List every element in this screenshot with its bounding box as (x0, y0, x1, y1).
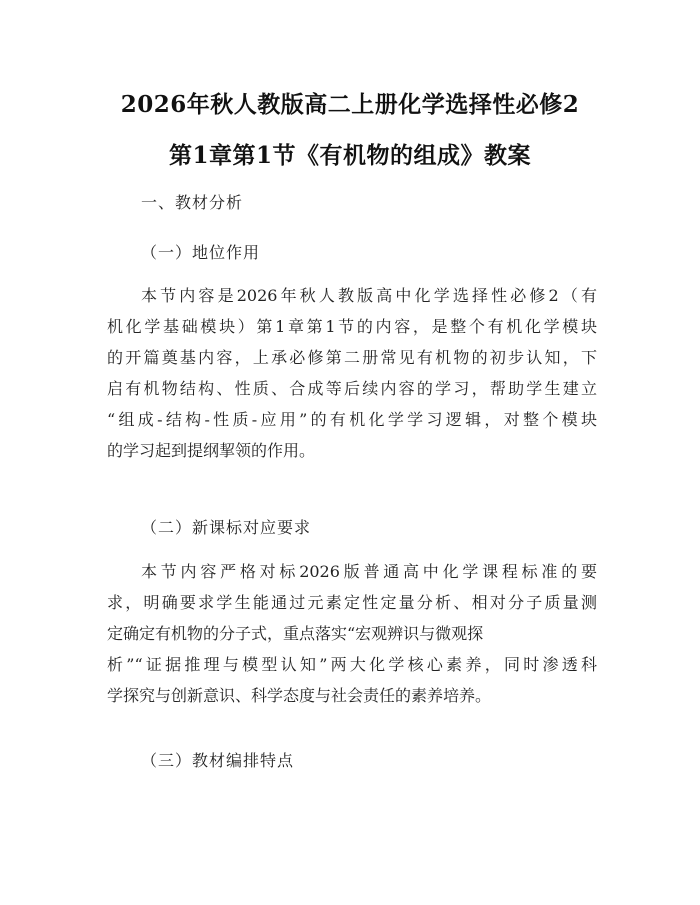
paragraph-line: 析”“证据推理与模型认知”两大化学核心素养，同时渗透科 (107, 655, 597, 674)
paragraph-line: 本节内容是2026年秋人教版高中化学选择性必修2（有 (141, 286, 597, 305)
paragraph-line: 启有机物结构、性质、合成等后续内容的学习，帮助学生建立 (107, 379, 597, 398)
paragraph-line: 定确定有机物的分子式，重点落实“宏观辨识与微观探 (107, 624, 484, 643)
paragraph-line: “组成-结构-性质-应用”的有机化学学习逻辑，对整个模块 (107, 410, 597, 429)
subsection-heading-arrangement: （三）教材编排特点 (141, 751, 295, 770)
document-title-line-2: 第1章第1节《有机物的组成》教案 (168, 142, 531, 169)
paragraph-line: 的学习起到提纲挈领的作用。 (107, 441, 316, 460)
paragraph-line: 学探究与创新意识、科学态度与社会责任的素养培养。 (107, 686, 492, 705)
paragraph-line: 的开篇奠基内容，上承必修第二册常见有机物的初步认知，下 (107, 348, 597, 367)
subsection-heading-curriculum-requirements: （二）新课标对应要求 (141, 518, 312, 537)
section-heading-textbook-analysis: 一、教材分析 (141, 193, 244, 212)
subsection-heading-role: （一）地位作用 (141, 243, 261, 262)
paragraph-role (107, 280, 597, 466)
paragraph-curriculum (107, 556, 597, 711)
paragraph-line: 本节内容严格对标2026版普通高中化学课程标准的要 (141, 562, 597, 581)
document-title-line-1: 2026年秋人教版高二上册化学选择性必修2 (120, 91, 580, 118)
paragraph-line: 求，明确要求学生能通过元素定性定量分析、相对分子质量测 (107, 593, 597, 612)
paragraph-line: 机化学基础模块）第1章第1节的内容，是整个有机化学模块 (107, 317, 597, 336)
